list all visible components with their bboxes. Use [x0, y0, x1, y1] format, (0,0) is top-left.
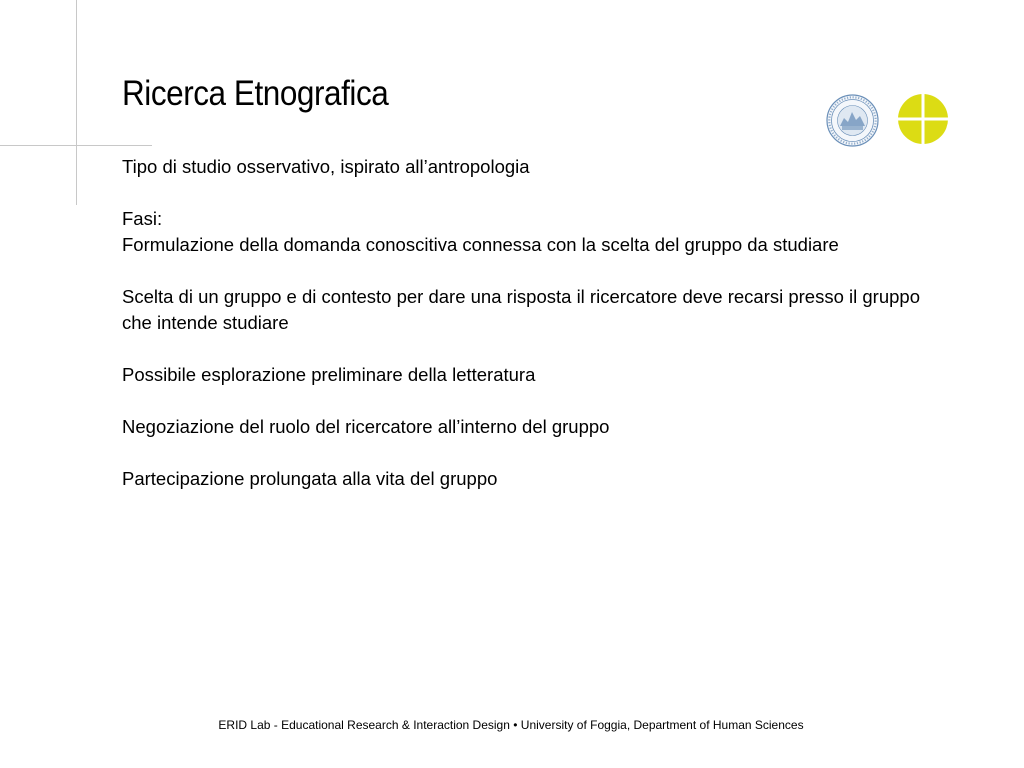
decorative-vertical-rule — [76, 0, 77, 205]
decorative-horizontal-rule — [0, 145, 152, 146]
slide-title: Ricerca Etnografica — [122, 74, 389, 113]
phase-item: Negoziazione del ruolo del ricercatore all’interno del gruppo — [122, 416, 610, 437]
yellow-cross-circle-icon — [897, 93, 949, 145]
phase-item: Possibile esplorazione preliminare della letteratura — [122, 364, 536, 385]
phase-item: Partecipazione prolungata alla vita del gruppo — [122, 468, 498, 489]
phases-label: Fasi: — [122, 208, 163, 229]
footer-text: ERID Lab - Educational Research & Interaction Design • University of Foggia, Department of Human Sciences — [218, 718, 804, 732]
footer — [0, 718, 1024, 732]
slide-body — [122, 154, 952, 518]
phase-item: Formulazione della domanda conoscitiva connessa con la scelta del gruppo da studiare — [122, 234, 839, 255]
phase-item: Scelta di un gruppo e di contesto per dare una risposta il ricercatore deve recarsi presso il gruppo che intende studiare — [122, 286, 920, 333]
university-seal-icon — [826, 94, 879, 147]
intro-text: Tipo di studio osservativo, ispirato all’antropologia — [122, 156, 530, 177]
